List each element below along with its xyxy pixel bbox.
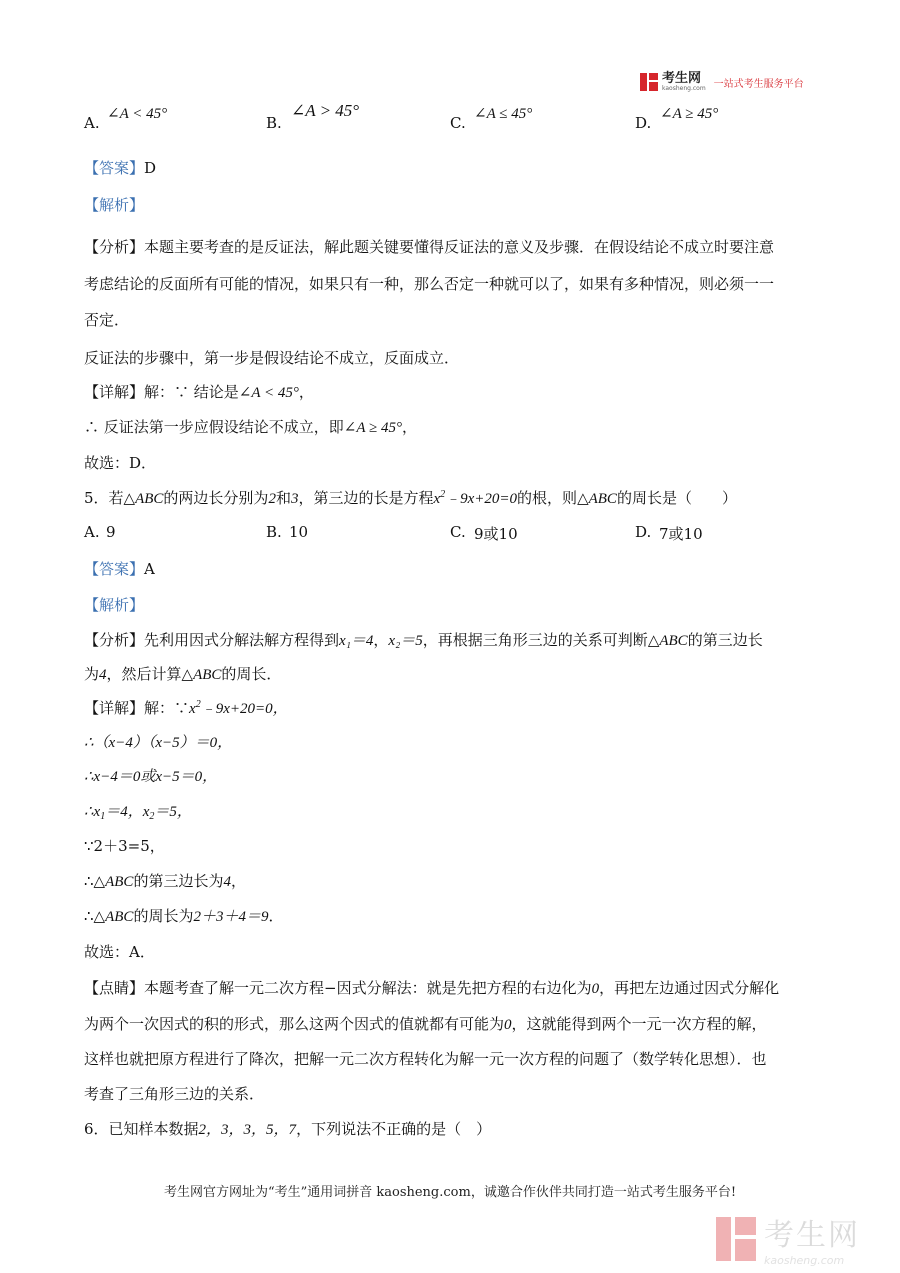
stem-text: ，下列说法不正确的是（ ） xyxy=(296,1120,492,1138)
q5-option-b-value: 10 xyxy=(289,523,309,541)
answer-value: D xyxy=(144,159,157,177)
answer-tag: 【答案】 xyxy=(84,560,145,578)
root-x1: x₁＝4 xyxy=(339,633,374,649)
q4-option-b-label: B. xyxy=(266,114,282,132)
analysis-text: 的第三边长 xyxy=(687,631,763,649)
q5-option-c-value: 9或10 xyxy=(474,525,518,543)
watermark xyxy=(716,1210,860,1267)
q5-option-a-value: 9 xyxy=(106,523,116,541)
analysis-punct: ， xyxy=(373,631,389,649)
analysis-text: 的周长． xyxy=(221,665,282,683)
q5-analysis-line2 xyxy=(84,664,281,685)
q5-stem xyxy=(84,488,737,509)
q4-detail-line2 xyxy=(84,417,417,438)
equation: $x^2﹣9x+20=0$， xyxy=(189,699,288,717)
detail-text: ∴ 反证法第一步应假设结论不成立，即 xyxy=(84,418,344,436)
q5-detail-step3: ∴x−4＝0或x−5＝0， xyxy=(84,769,218,785)
q4-analysis-line3: 否定． xyxy=(84,311,130,329)
q5-detail-step6: ∴△ABC的第三边长为4， xyxy=(84,872,246,890)
watermark-name: 考生网 xyxy=(764,1218,860,1253)
q4-analysis-tag: 【解析】 xyxy=(84,196,145,214)
header-slogan: 一站式考生服务平台 xyxy=(713,78,804,90)
detail-tag: 【详解】 xyxy=(84,699,145,717)
q5-option-d-label: D. xyxy=(635,523,652,541)
q6-number: 6．已知样本数据 xyxy=(84,1120,199,1138)
analysis-text: ，然后计算 xyxy=(106,665,182,683)
answer-tag: 【答案】 xyxy=(84,159,145,177)
detail-punct: ， xyxy=(298,383,314,401)
q4-option-c-label: C. xyxy=(450,114,466,132)
triangle-label: △ABC xyxy=(123,491,164,507)
detail-text: 解：∵ xyxy=(144,699,190,717)
q5-analysis-line1 xyxy=(84,630,763,651)
triangle-label: △ABC xyxy=(577,491,617,507)
stem-text: ，第三边的长是方程 xyxy=(298,489,434,507)
header-logo xyxy=(640,70,804,94)
q4-analysis-line4: 反证法的步骤中，第一步是假设结论不成立，反面成立． xyxy=(84,349,460,367)
q5-detail-step7: ∴△ABC的周长为2＋3＋4＝9． xyxy=(84,907,284,925)
q6-stem xyxy=(84,1119,491,1140)
logo-url: kaosheng.com xyxy=(662,85,706,92)
q5-option-c-label: C. xyxy=(450,523,466,541)
side-value: 2 xyxy=(268,491,276,507)
watermark-url: kaosheng.com xyxy=(764,1254,845,1267)
triangle-label: △ABC xyxy=(647,633,688,649)
q4-answer xyxy=(84,158,156,178)
answer-value: A xyxy=(144,560,155,578)
q5-detail-step2: ∴（x−4）（x−5）＝0， xyxy=(84,735,233,751)
equation: $x^2﹣9x+20=0$ xyxy=(433,489,518,507)
stem-text: 和 xyxy=(275,489,291,507)
q5-option-b-label: B. xyxy=(266,523,282,541)
q5-detail-step5: ∵2＋3=5， xyxy=(84,837,165,855)
analysis-text: ，再根据三角形三边的关系可判断 xyxy=(422,631,648,649)
detail-tag: 【详解】 xyxy=(84,383,145,401)
stem-text: 的根，则 xyxy=(517,489,578,507)
q5-option-a-label: A. xyxy=(84,523,100,541)
q4-detail-line1 xyxy=(84,382,314,403)
q5-comment-line1: 【点睛】本题考查了解一元二次方程−因式分解法：就是先把方程的右边化为0，再把左边通过因式分解化 xyxy=(84,979,780,997)
third-side-value: 4 xyxy=(99,667,107,683)
q4-option-d-label: D. xyxy=(635,114,652,132)
analysis-text: 先利用因式分解法解方程得到 xyxy=(144,631,340,649)
root-x2: x₂＝5 xyxy=(388,633,423,649)
q4-option-d-expr: ∠A ≥ 45° xyxy=(660,106,719,122)
q5-comment-line2: 为两个一次因式的积的形式，那么这两个因式的值就都有可能为0，这就能得到两个一元一次方程的解， xyxy=(84,1015,767,1033)
q4-option-c-expr: ∠A ≤ 45° xyxy=(474,106,533,122)
q5-detail-step1 xyxy=(84,698,288,719)
detail-expr: ∠A ≥ 45° xyxy=(343,420,402,436)
logo-name: 考生网 xyxy=(662,71,702,86)
detail-text: 解：∵ 结论是 xyxy=(144,383,239,401)
logo-icon xyxy=(640,73,658,91)
q4-analysis-line2: 考虑结论的反面所有可能的情况，如果只有一种，那么否定一种就可以了，如果有多种情况，则必须一一 xyxy=(84,275,775,293)
analysis-tag: 【分析】 xyxy=(84,238,145,256)
q4-choice: 故选：D． xyxy=(84,454,157,472)
stem-text: 的两边长分别为 xyxy=(163,489,269,507)
q5-answer xyxy=(84,559,155,579)
q5-comment-line3: 这样也就把原方程进行了降次，把解一元二次方程转化为解一元一次方程的问题了（数学转化思想）．也 xyxy=(84,1050,767,1068)
q5-comment-line4: 考查了三角形三边的关系． xyxy=(84,1085,265,1103)
stem-text: 的周长是（ ） xyxy=(616,489,737,507)
q4-analysis-line1 xyxy=(84,237,774,257)
detail-punct: ， xyxy=(401,418,417,436)
analysis-tag: 【分析】 xyxy=(84,631,145,649)
q5-number: 5．若 xyxy=(84,489,124,507)
watermark-logo-icon xyxy=(716,1217,756,1261)
detail-expr: ∠A < 45° xyxy=(238,385,299,401)
q4-option-a-expr: ∠A < 45° xyxy=(107,106,168,122)
footer-text: 考生网官方网址为“考生”通用词拼音 kaosheng.com，诚邀合作伙伴共同打造一站式考生服务平台! xyxy=(163,1185,737,1200)
analysis-text: 为 xyxy=(84,665,100,683)
q5-detail-step4: $\therefore x_1=4$，$x_2=5$， xyxy=(84,804,192,822)
q4-option-a-label: A. xyxy=(84,114,100,132)
comment-tag: 【点睛】 xyxy=(84,979,145,997)
sample-data: 2，3，3，5，7 xyxy=(198,1122,297,1138)
side-value: 3 xyxy=(290,491,299,507)
analysis-text: 本题主要考查的是反证法，解此题关键要懂得反证法的意义及步骤．在假设结论不成立时要注意 xyxy=(144,238,775,256)
triangle-label: △ABC xyxy=(181,667,222,683)
q5-analysis-tag: 【解析】 xyxy=(84,596,145,614)
q4-option-b-expr: ∠A > 45° xyxy=(291,101,360,120)
q5-choice: 故选：A． xyxy=(84,943,155,961)
q5-option-d-value: 7或10 xyxy=(659,525,703,543)
